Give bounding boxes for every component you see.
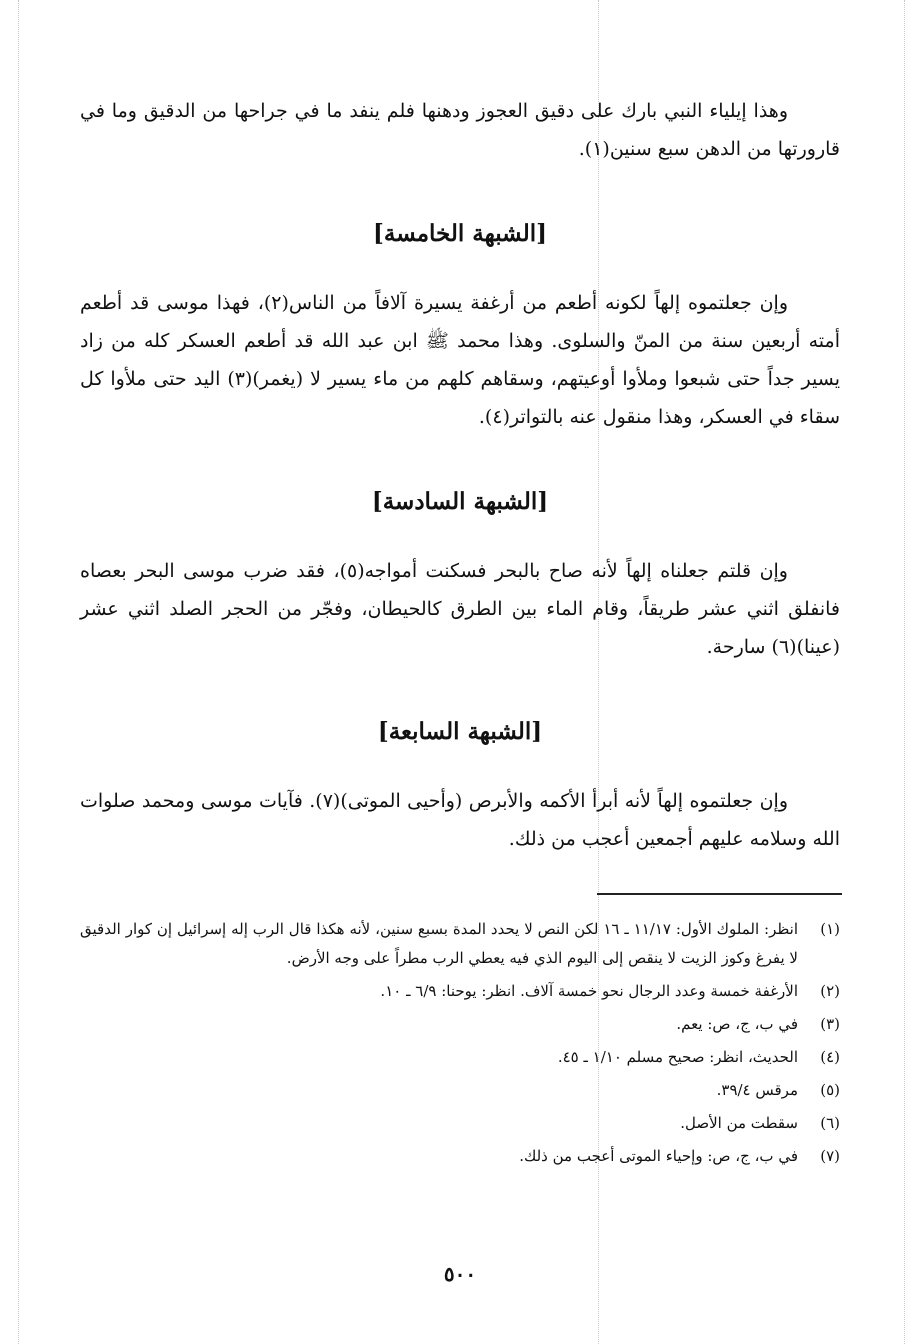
footnote-text: سقطت من الأصل. xyxy=(680,1114,798,1132)
section-heading-label: [الشبهة السادسة] xyxy=(371,488,549,515)
footnote-number: (٦) xyxy=(820,1114,840,1132)
section-heading-label: [الشبهة السابعة] xyxy=(377,718,543,745)
main-text xyxy=(80,92,840,858)
footnotes xyxy=(80,915,840,1175)
footnote-item xyxy=(80,915,840,973)
footnote-number: (٢) xyxy=(820,982,840,1000)
footnote-item xyxy=(80,1010,840,1039)
footnote-number: (٥) xyxy=(820,1081,840,1099)
section-heading-seventh xyxy=(80,712,840,752)
footnote-divider xyxy=(597,893,842,895)
footnote-number: (٣) xyxy=(820,1015,840,1033)
footnote-text: الحديث، انظر: صحيح مسلم ١/١٠ ـ ٤٥. xyxy=(557,1048,798,1066)
intro-paragraph: وهذا إيلياء النبي بارك على دقيق العجوز ودهنها فلم ينفد ما في جراحها من الدقيق وما في قارورتها من الدهن سبع سنين(١). xyxy=(80,100,840,160)
footnote-text: الأرغفة خمسة وعدد الرجال نحو خمسة آلاف. انظر: يوحنا: ٦/٩ ـ ١٠. xyxy=(380,982,798,1000)
footnote-item xyxy=(80,1076,840,1105)
footnote-text: في ب، ج، ص: يعم. xyxy=(676,1015,798,1033)
section-paragraph-fifth: وإن جعلتموه إلهاً لكونه أطعم من أرغفة يسيرة آلافاً من الناس(٢)، فهذا موسى قد أطعم أمته أربعين سنة من المنّ والسلوى. وهذا محمد ﷺ ابن عبد الله قد أطعم العسكر كله من زاد يسير جداً حتى شبعوا وملأوا أوعيتهم، وسقاهم كلهم من ماء يسير لا (يغمر)(٣) اليد حتى ملأوا كل سقاء في العسكر، وهذا منقول عنه بالتواتر(٤). xyxy=(80,292,840,428)
footnote-number: (٧) xyxy=(820,1147,840,1165)
page-number: ٥٠٠ xyxy=(443,1262,477,1286)
scan-artifact-line xyxy=(18,0,19,1344)
section-heading-label: [الشبهة الخامسة] xyxy=(373,220,547,247)
footnote-item xyxy=(80,1142,840,1171)
section-heading-sixth xyxy=(80,482,840,522)
footnote-item xyxy=(80,1109,840,1138)
footnote-item xyxy=(80,977,840,1006)
section-paragraph-sixth: وإن قلتم جعلناه إلهاً لأنه صاح بالبحر فسكنت أمواجه(٥)، فقد ضرب موسى البحر بعصاه فانفلق اثني عشر طريقاً، وقام الماء بين الطرق كالحيطان، وفجّر من الحجر الصلد اثني عشر (عينا)(٦) سارحة. xyxy=(80,560,840,658)
scan-artifact-line xyxy=(904,0,905,1344)
footnote-item xyxy=(80,1043,840,1072)
footnote-text: في ب، ج، ص: وإحياء الموتى أعجب من ذلك. xyxy=(519,1147,798,1165)
section-paragraph-seventh: وإن جعلتموه إلهاً لأنه أبرأ الأكمه والأبرص (وأحيى الموتى)(٧). فآيات موسى ومحمد صلوات الله وسلامه عليهم أجمعين أعجب من ذلك. xyxy=(80,790,840,850)
footnote-text: انظر: الملوك الأول: ١١/١٧ ـ ١٦ لكن النص لا يحدد المدة بسبع سنين، لأنه هكذا قال الرب إله إسرائيل إن كوار الدقيق لا يفرغ وكوز الزيت لا ينقص إلى اليوم الذي فيه يعطي الرب مطراً على وجه الأرض. xyxy=(80,920,798,967)
footnote-number: (١) xyxy=(820,920,840,938)
footnote-text: مرقس ٣٩/٤. xyxy=(716,1081,798,1099)
section-heading-fifth xyxy=(80,214,840,254)
footnote-number: (٤) xyxy=(820,1048,840,1066)
